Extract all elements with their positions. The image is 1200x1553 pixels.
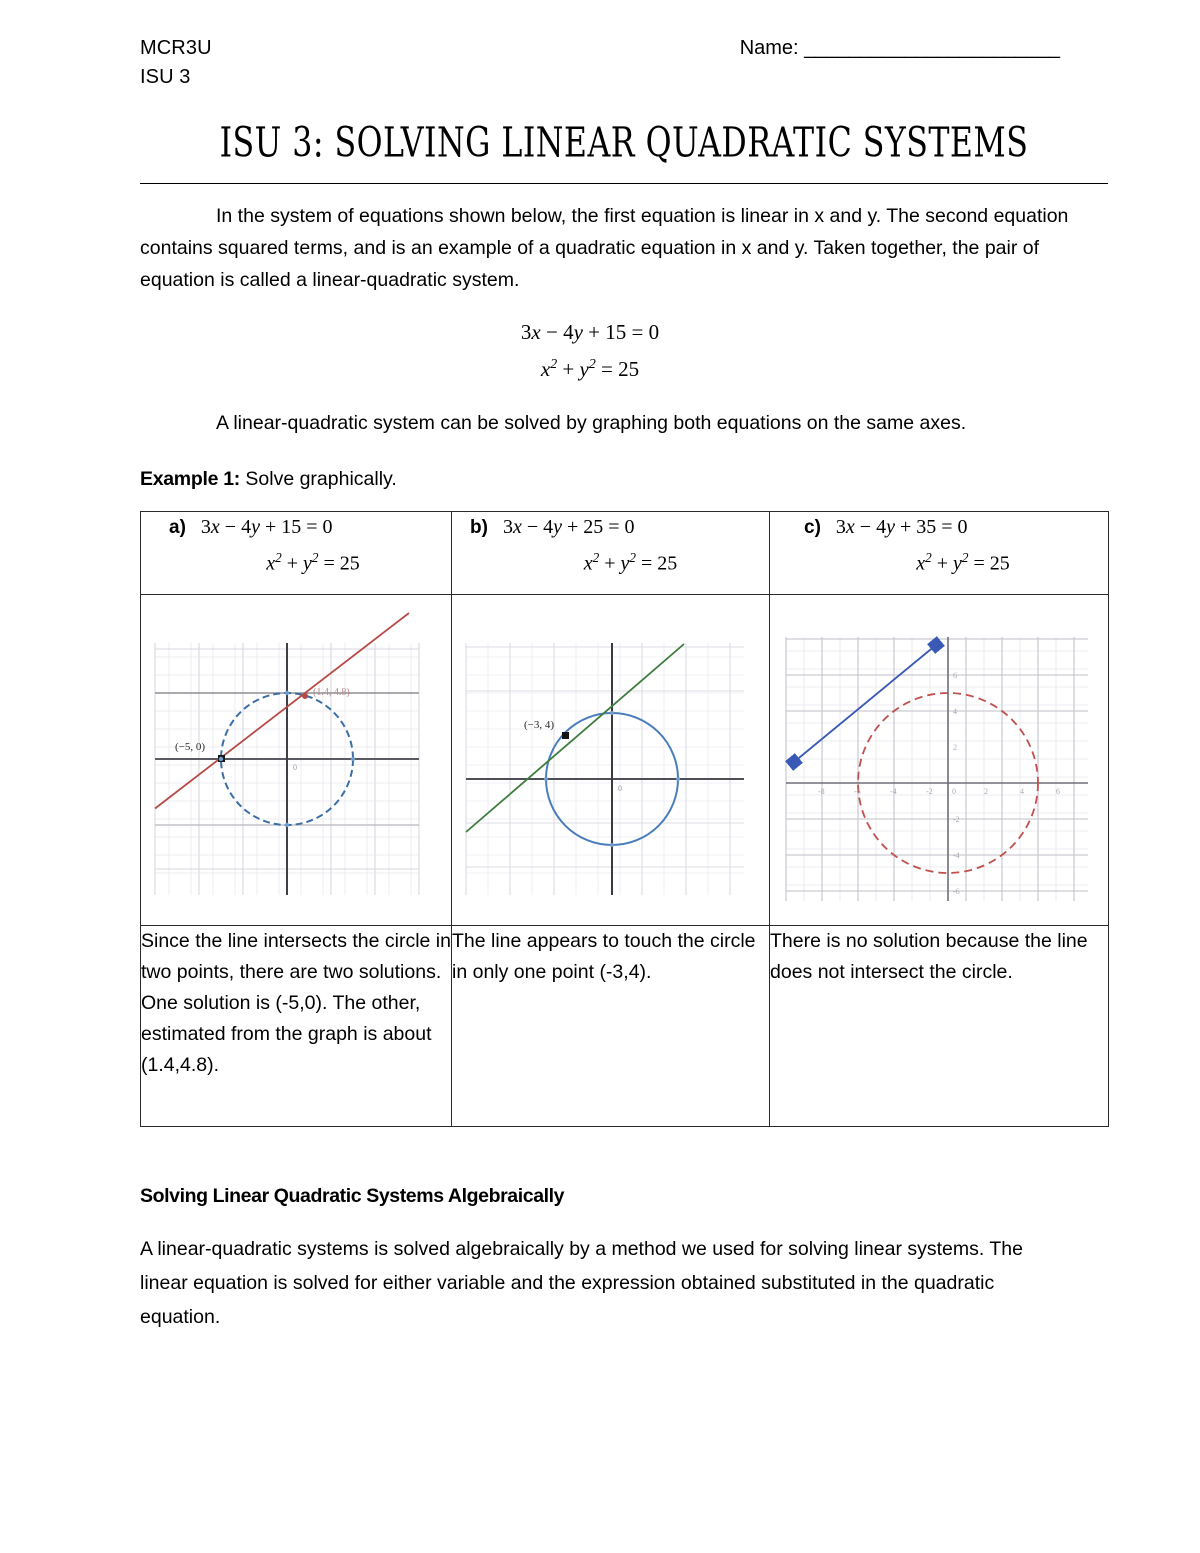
equation-a-linear: a) 3x − 4y + 15 = 0 bbox=[169, 516, 333, 538]
svg-text:-2: -2 bbox=[926, 787, 933, 796]
graph-a-vertex-top bbox=[285, 691, 289, 695]
title-divider bbox=[140, 183, 1108, 184]
graph-a-vertex-right bbox=[351, 757, 355, 761]
svg-text:6: 6 bbox=[1056, 787, 1060, 796]
graph-c bbox=[770, 595, 1106, 923]
item-letter-c: c) bbox=[804, 517, 821, 538]
name-field[interactable] bbox=[740, 34, 1108, 63]
equation-b-linear: b) 3x − 4y + 25 = 0 bbox=[470, 516, 635, 538]
graph-cell-b bbox=[452, 595, 770, 926]
graph-c-major-grid bbox=[786, 637, 1088, 901]
item-letter-b: b) bbox=[470, 517, 488, 538]
examples-table bbox=[140, 511, 1109, 1127]
svg-text:-2: -2 bbox=[953, 815, 960, 824]
intro-paragraph: In the system of equations shown below, the first equation is linear in x and y. The second equation contains squared terms, and is an example of a quadratic equation in x and y. Taken together, the pair of equation is called a linear-quadratic system. bbox=[140, 205, 1069, 291]
svg-text:-8: -8 bbox=[818, 787, 825, 796]
graph-a-label-point2: (1.4, 4.8) bbox=[313, 687, 350, 698]
equation-cell-b bbox=[452, 512, 770, 595]
table-row-explanations bbox=[141, 926, 1109, 1127]
svg-text:4: 4 bbox=[1020, 787, 1024, 796]
name-field-label: Name: bbox=[739, 37, 799, 59]
section-paragraph-algebraic: A linear-quadratic systems is solved algebraically by a method we used for solving linear systems. The linear equation is solved for either variable and the expression obtained substituted in the quadratic equation. bbox=[140, 1238, 1023, 1328]
svg-text:0: 0 bbox=[952, 787, 956, 796]
graph-c-minor-grid bbox=[786, 637, 1088, 901]
graph-b-vertex-right bbox=[676, 777, 680, 781]
graph-b bbox=[452, 595, 767, 923]
header-left-block bbox=[140, 34, 212, 92]
unit-label: ISU 3 bbox=[140, 66, 191, 88]
graph-a-label-point1: (−5, 0) bbox=[175, 741, 206, 753]
explanation-cell-c: There is no solution because the line does not intersect the circle. bbox=[770, 926, 1109, 1127]
svg-text:-6: -6 bbox=[854, 787, 861, 796]
graph-b-vertex-left bbox=[544, 777, 548, 781]
svg-text:-4: -4 bbox=[953, 851, 960, 860]
equation-c-quadratic: $x^2 + y^2 = 25$ bbox=[916, 550, 1010, 575]
example-line bbox=[140, 465, 1108, 493]
equation-c-linear: c) 3x − 4y + 35 = 0 bbox=[804, 516, 968, 538]
graph-a-origin-label: 0 bbox=[293, 763, 297, 772]
equation-cell-a bbox=[141, 512, 452, 595]
explanation-cell-a: Since the line intersects the circle in two points, there are two solutions. One solution is (-5,0). The other, estimated from the graph is about (1.4,4.8). bbox=[141, 926, 452, 1127]
intro-paragraph-2: A linear-quadratic system can be solved by graphing both equations on the same axes. bbox=[216, 412, 967, 434]
graph-b-major-grid bbox=[466, 643, 744, 895]
graph-b-origin-label: 0 bbox=[618, 784, 622, 793]
graph-cell-c bbox=[770, 595, 1109, 926]
graph-b-vertex-bottom bbox=[610, 843, 614, 847]
graph-a-point-1.4-4.8 bbox=[302, 693, 308, 699]
graph-a-vertex-left bbox=[219, 757, 223, 761]
graph-b-line bbox=[466, 644, 684, 832]
example-instruction: Solve graphically. bbox=[239, 468, 397, 490]
item-letter-a: a) bbox=[169, 517, 186, 538]
intro-linear-equation: 3x − 4y + 15 = 0 bbox=[520, 320, 660, 344]
svg-text:-4: -4 bbox=[890, 787, 897, 796]
example-label: Example 1: bbox=[140, 468, 240, 490]
equation-cell-c bbox=[770, 512, 1109, 595]
table-row-equations bbox=[141, 512, 1109, 595]
section-heading-algebraic: Solving Linear Quadratic Systems Algebraically bbox=[140, 1185, 565, 1207]
graph-cell-a bbox=[141, 595, 452, 926]
svg-text:2: 2 bbox=[953, 743, 957, 752]
name-field-blank: _______________________ bbox=[804, 37, 1060, 59]
course-code: MCR3U bbox=[140, 37, 212, 59]
graph-b-point-neg3-4 bbox=[562, 732, 569, 739]
graph-b-label-point: (−3, 4) bbox=[524, 719, 555, 731]
graph-c-line bbox=[794, 645, 936, 762]
svg-text:4: 4 bbox=[953, 707, 957, 716]
page-header bbox=[140, 34, 1108, 92]
graph-b-minor-grid bbox=[466, 643, 744, 895]
graph-b-vertex-top bbox=[610, 711, 614, 715]
page-title: ISU 3: SOLVING LINEAR QUADRATIC SYSTEMS bbox=[219, 118, 1029, 168]
explanation-cell-b: The line appears to touch the circle in only one point (-3,4). bbox=[452, 926, 770, 1127]
table-row-graphs bbox=[141, 595, 1109, 926]
svg-text:6: 6 bbox=[953, 671, 957, 680]
equation-b-quadratic: $x^2 + y^2 = 25$ bbox=[583, 550, 678, 575]
graph-a-vertex-bottom bbox=[285, 823, 289, 827]
graph-a bbox=[141, 595, 449, 923]
equation-a-quadratic: $x^2 + y^2 = 25$ bbox=[266, 550, 360, 575]
intro-equation-system bbox=[140, 316, 1040, 385]
intro-quadratic-equation: $x^2 + y^2 = 25$ bbox=[540, 356, 640, 381]
svg-text:-6: -6 bbox=[953, 887, 960, 896]
svg-text:2: 2 bbox=[984, 787, 988, 796]
